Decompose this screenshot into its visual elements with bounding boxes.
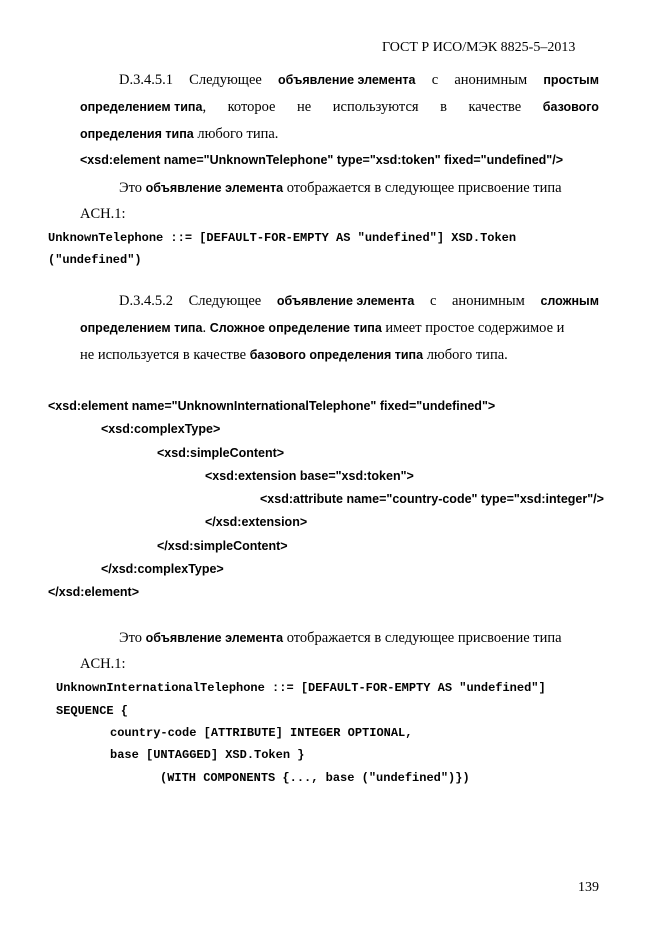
text-run: .	[202, 320, 210, 336]
xml-code-line: </xsd:element>	[48, 585, 140, 599]
asn1-code-line: UnknownTelephone ::= [DEFAULT-FOR-EMPTY AS "undefined"] XSD.Token	[48, 231, 517, 245]
text-run: отображается в следующее присвоение типа	[283, 180, 562, 196]
asn1-code-line: base [UNTAGGED] XSD.Token }	[110, 748, 305, 762]
xml-code-line: <xsd:attribute name="country-code" type="xsd:integer"/>	[260, 492, 604, 506]
xml-code-line: <xsd:simpleContent>	[157, 446, 285, 460]
paragraph-line: ACH.1:	[80, 206, 126, 222]
text-word: которое	[227, 99, 276, 115]
clause-number: D.3.4.5.2	[119, 293, 173, 309]
bold-term: определением типа	[80, 100, 203, 114]
xml-code-line: </xsd:simpleContent>	[157, 539, 288, 553]
bold-term: простым	[543, 73, 599, 87]
bold-term: базового определения типа	[249, 348, 424, 362]
xml-code-line: <xsd:complexType>	[101, 422, 221, 436]
xml-code-line: </xsd:complexType>	[101, 562, 224, 576]
xml-code-line: <xsd:extension base="xsd:token">	[205, 469, 414, 483]
bold-term: объявление элемента	[145, 181, 284, 195]
bold-term: объявление элемента	[145, 631, 284, 645]
paragraph-line	[80, 99, 599, 116]
text-run: любого типа.	[193, 126, 279, 142]
paragraph-line: ACH.1:	[80, 656, 126, 672]
text-run: отображается в следующее присвоение типа	[283, 630, 562, 646]
text-run: Это	[119, 630, 146, 646]
paragraph-line	[119, 293, 599, 310]
text-word: Следующее	[189, 72, 262, 88]
text-run: имеет простое содержимое и	[381, 320, 565, 336]
paragraph-line	[80, 347, 508, 364]
bold-term: Сложное определение типа	[209, 321, 382, 335]
asn1-code-line: ("undefined")	[48, 253, 142, 267]
paragraph-line	[80, 126, 278, 143]
xml-code-line: <xsd:element name="UnknownInternationalTelephone" fixed="undefined">	[48, 399, 496, 413]
text-word: Следующее	[188, 293, 262, 309]
bold-term: определением типа	[80, 321, 203, 335]
clause-number: D.3.4.5.1	[119, 72, 173, 88]
paragraph-line	[119, 72, 599, 89]
text-run: любого типа.	[423, 347, 508, 363]
text-run: не используется в качестве	[80, 347, 250, 363]
page-header: ГОСТ Р ИСО/МЭК 8825-5–2013	[382, 40, 576, 55]
bold-term: определения типа	[80, 127, 194, 141]
paragraph-line	[119, 630, 562, 647]
paragraph-line	[80, 320, 564, 337]
bold-term: объявление элемента	[278, 73, 416, 87]
bold-term: сложным	[540, 294, 599, 308]
text-word: с	[429, 293, 437, 309]
text-word: анонимным	[454, 72, 528, 88]
asn1-code-line: UnknownInternationalTelephone ::= [DEFAULT-FOR-EMPTY AS "undefined"]	[56, 681, 546, 695]
xml-code-line: <xsd:element name="UnknownTelephone" type="xsd:token" fixed="undefined"/>	[80, 153, 564, 167]
bold-term: базового	[542, 100, 599, 114]
asn1-code-line: SEQUENCE {	[56, 704, 129, 718]
paragraph-line	[119, 180, 562, 197]
asn1-code-line: (WITH COMPONENTS {..., base ("undefined")})	[160, 771, 470, 785]
bold-term: объявление элемента	[276, 294, 415, 308]
page-number: 139	[578, 880, 599, 895]
text-word: ,	[202, 99, 207, 115]
text-word: качестве	[468, 99, 522, 115]
text-word: в	[440, 99, 447, 115]
text-word: не	[297, 99, 312, 115]
text-run: Это	[119, 180, 146, 196]
text-word: используются	[332, 99, 419, 115]
text-word: с	[431, 72, 439, 88]
asn1-code-line: country-code [ATTRIBUTE] INTEGER OPTIONAL,	[110, 726, 413, 740]
xml-code-line: </xsd:extension>	[205, 515, 308, 529]
text-word: анонимным	[452, 293, 525, 309]
